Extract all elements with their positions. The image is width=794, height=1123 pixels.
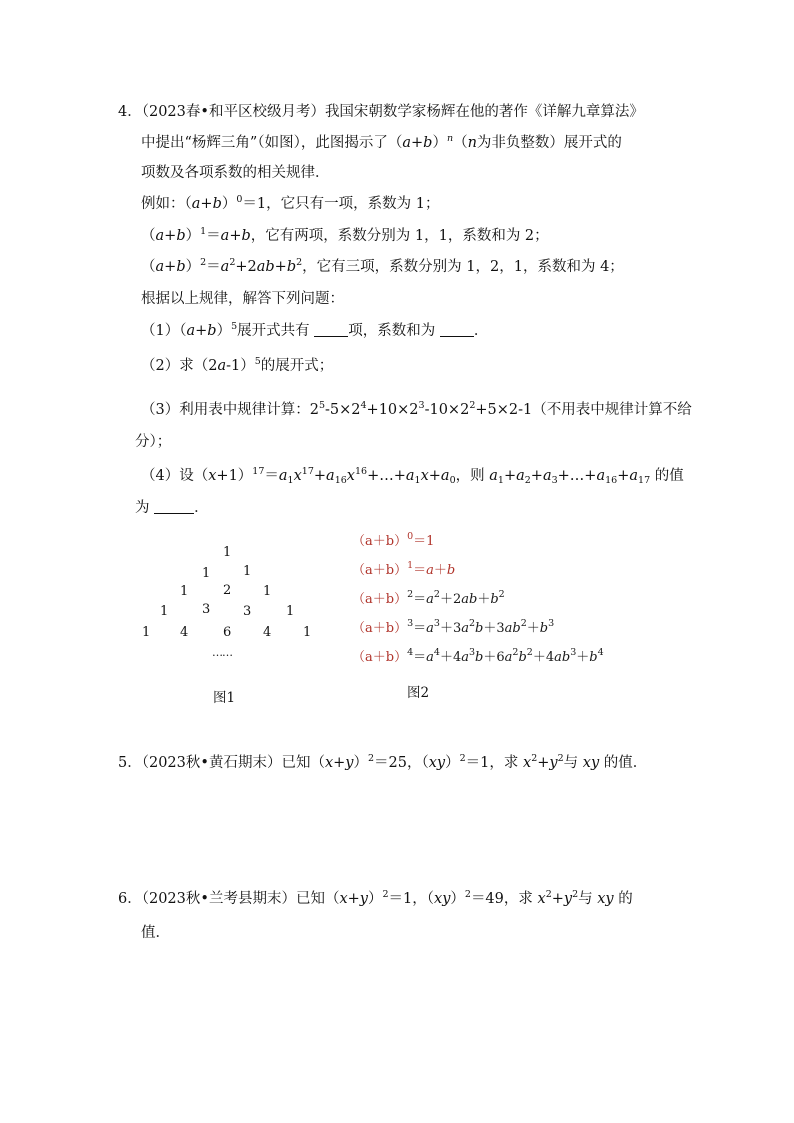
figure-2-caption: 图2 <box>407 685 430 701</box>
triangle-number: 1 <box>160 604 169 619</box>
q4-part-3-cont: 分）； <box>135 434 172 450</box>
triangle-number: 3 <box>243 604 252 619</box>
q4-part-4: （4）设$(x+1)^{17}=a_1x^{17}+a_{16}x^{16}+\dots+a_1x+a_0$，则 $a_1+a_2+a_3+\dots+a_{16}+a_{17}$ 的值 <box>141 466 684 486</box>
q4-line-2: 中提出“杨辉三角”（如图），此图揭示了$(a+b)^n(n$为非负整数）展开式的 <box>141 133 622 151</box>
q4-source-intro: （2023春•和平区校级月考）我国宋朝数学家杨辉在他的著作《详解九章算法》 <box>141 104 644 120</box>
triangle-number: 1 <box>180 584 189 599</box>
q4-example-3: $(a+b)^2=a^2+2ab+b^2$，它有三项，系数分别为 1，2，1，系数和为 4； <box>141 257 624 275</box>
q5-line: 5．（2023秋•黄石期末）已知$(x+y)^2=25$，（xy）$^2$＝1，求 $x^2+y^2$与 xy 的值． <box>118 753 648 771</box>
q4-part-2: （2）求$(2a-1)^5$的展开式； <box>141 356 334 374</box>
q4-rule-text: 根据以上规律，解答下列问题： <box>141 291 344 307</box>
expansion-row-2: $(a+b)^2=a^2+2ab+b^2$ <box>352 589 505 607</box>
q4-part-3: （3）利用表中规律计算：$2^5-5\times 2^4+10\times 2^3-10\times 2^2+5\times 2-1$（不用表中规律计算不给 <box>141 400 692 418</box>
triangle-number: 1 <box>286 604 295 619</box>
q4-part-1: $(1)(a+b)^5$展开式共有 项，系数和为 ． <box>141 321 489 339</box>
q4-example-2: $(a+b)^1=a+b$，它有两项，系数分别为 1，1，系数和为 2； <box>141 226 549 244</box>
q5-number: 5． <box>118 755 142 771</box>
answer-blank[interactable] <box>440 322 474 337</box>
q4-number: 4． <box>118 104 142 120</box>
triangle-number: 1 <box>202 566 211 581</box>
q4-example-1: 例如：$(a+b)^0=1$，它只有一项，系数为 1； <box>141 194 440 212</box>
expansion-row-0: $(a+b)^0=1$ <box>352 531 435 549</box>
triangle-number: 3 <box>202 602 211 617</box>
q4-line-3: 项数及各项系数的相关规律． <box>141 165 330 181</box>
q6-line-2: 值． <box>141 925 170 941</box>
q6-number: 6． <box>118 891 142 907</box>
triangle-number: 4 <box>263 625 272 640</box>
answer-blank[interactable] <box>154 499 194 514</box>
triangle-number: 4 <box>180 625 189 640</box>
q6-line-1: 6．（2023秋•兰考县期末）已知$(x+y)^2=1$，（xy）$^2$＝49，求 $x^2+y^2$与 xy 的 <box>118 889 633 907</box>
triangle-number: 1 <box>223 545 232 560</box>
triangle-ellipsis: …… <box>212 646 232 659</box>
figure-1-caption: 图1 <box>213 690 236 706</box>
triangle-number: 6 <box>223 625 232 640</box>
triangle-number: 1 <box>142 625 151 640</box>
q4-part-4-cont: 为 ． <box>135 500 209 516</box>
triangle-number: 1 <box>243 564 252 579</box>
triangle-number: 1 <box>263 584 272 599</box>
triangle-number: 1 <box>303 625 312 640</box>
triangle-number: 2 <box>223 583 232 598</box>
expansion-row-3: $(a+b)^3=a^3+3a^2b+3ab^2+b^3$ <box>352 618 555 636</box>
q4-line-1 <box>118 102 644 122</box>
expansion-row-1: $(a+b)^1=a+b$ <box>352 560 456 578</box>
expansion-row-4: $(a+b)^4=a^4+4a^3b+6a^2b^2+4ab^3+b^4$ <box>352 647 604 665</box>
answer-blank[interactable] <box>314 322 348 337</box>
